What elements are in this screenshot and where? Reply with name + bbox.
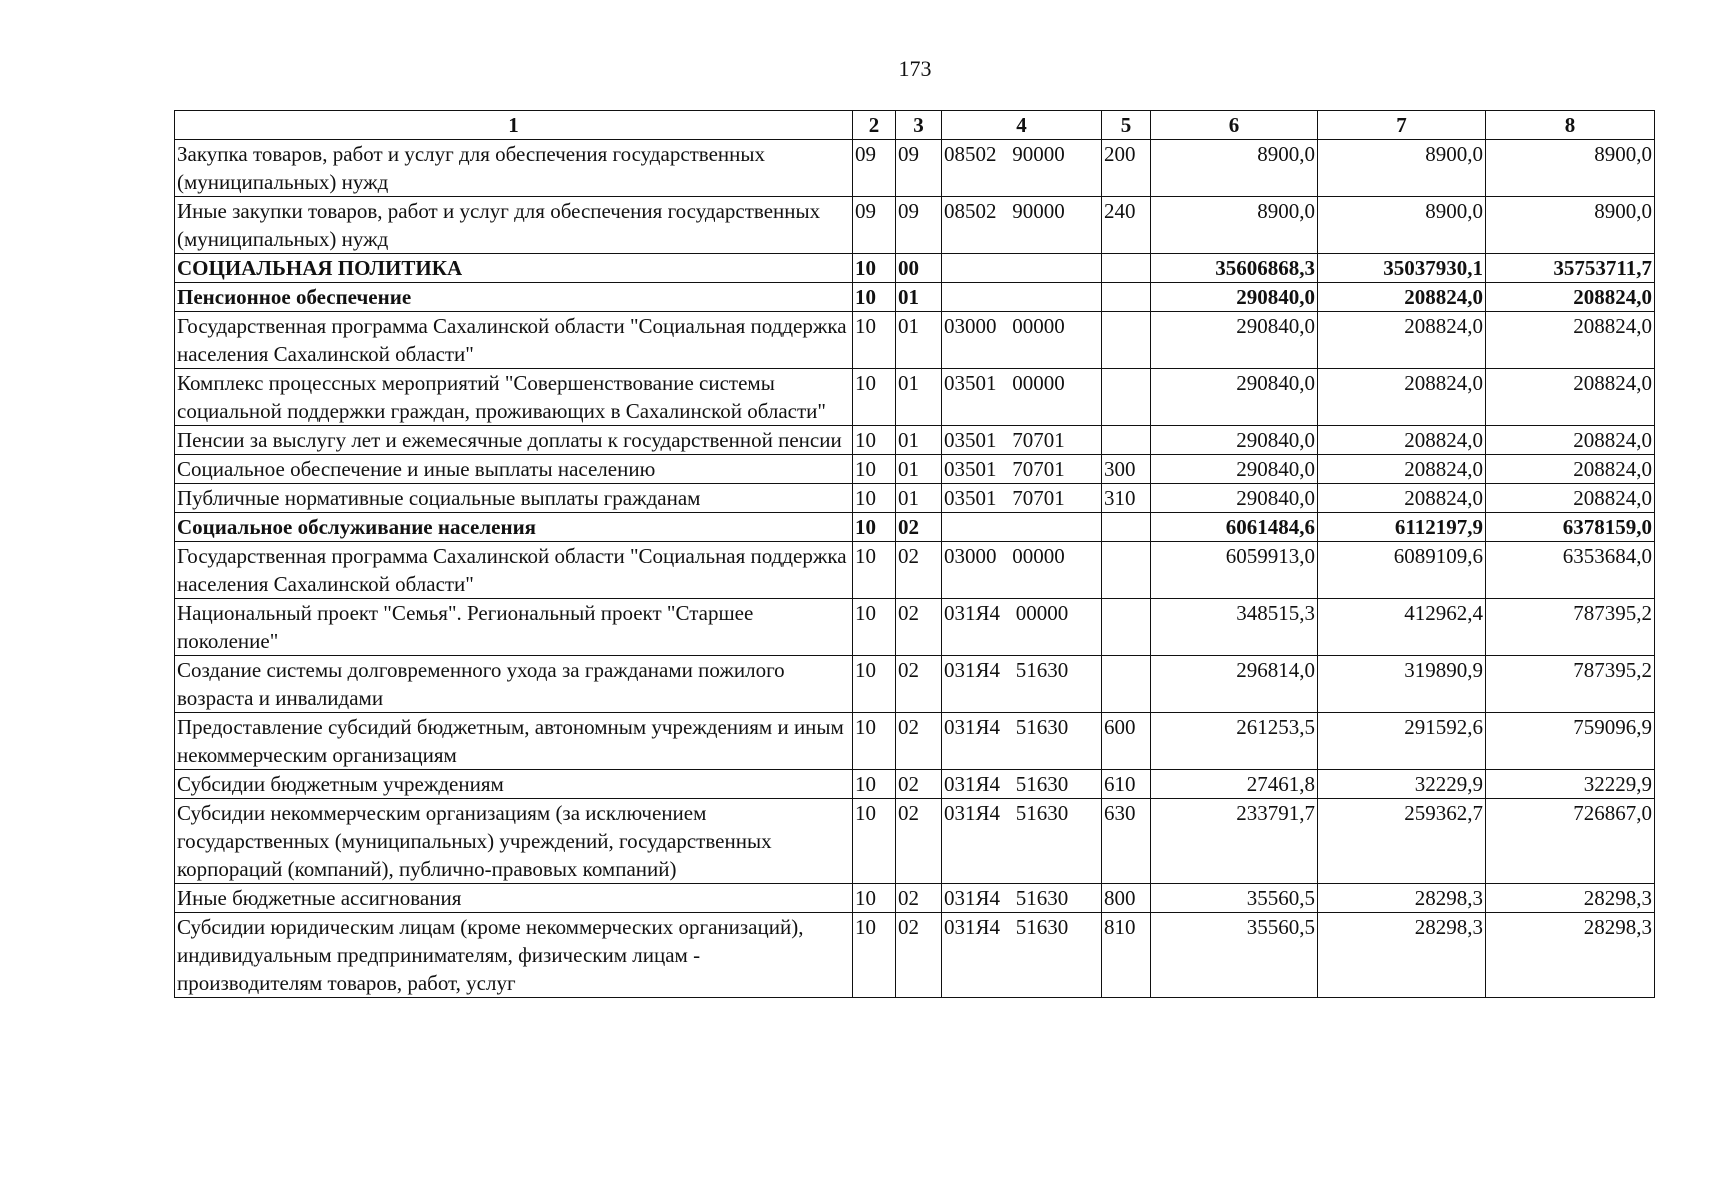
amount-col8: 208824,0 — [1486, 369, 1655, 426]
amount-col6: 290840,0 — [1151, 426, 1318, 455]
amount-col8: 32229,9 — [1486, 770, 1655, 799]
table-row — [175, 455, 1655, 484]
amount-col8: 759096,9 — [1486, 713, 1655, 770]
amount-col7: 319890,9 — [1318, 656, 1486, 713]
subsection-code: 02 — [896, 599, 942, 656]
table-row — [175, 513, 1655, 542]
expense-type-code: 200 — [1102, 140, 1151, 197]
table-row — [175, 656, 1655, 713]
target-article-code — [942, 283, 1102, 312]
target-article-code — [942, 254, 1102, 283]
table-row — [175, 312, 1655, 369]
target-article-code: 08502 90000 — [942, 197, 1102, 254]
amount-col7: 35037930,1 — [1318, 254, 1486, 283]
column-header: 3 — [896, 111, 942, 140]
column-header: 4 — [942, 111, 1102, 140]
table-row — [175, 140, 1655, 197]
subsection-code: 01 — [896, 426, 942, 455]
table-row — [175, 426, 1655, 455]
amount-col6: 290840,0 — [1151, 455, 1318, 484]
section-code: 10 — [853, 913, 896, 998]
amount-col6: 233791,7 — [1151, 799, 1318, 884]
target-article-code: 03501 70701 — [942, 426, 1102, 455]
amount-col8: 28298,3 — [1486, 884, 1655, 913]
item-name: Закупка товаров, работ и услуг для обеспечения государственных (муниципальных) нужд — [175, 140, 853, 197]
expense-type-code: 800 — [1102, 884, 1151, 913]
subsection-code: 02 — [896, 770, 942, 799]
section-code: 10 — [853, 656, 896, 713]
budget-table — [174, 110, 1655, 998]
item-name: Государственная программа Сахалинской области "Социальная поддержка населения Сахалинской области" — [175, 542, 853, 599]
expense-type-code — [1102, 426, 1151, 455]
subsection-code: 02 — [896, 542, 942, 599]
amount-col6: 27461,8 — [1151, 770, 1318, 799]
amount-col7: 208824,0 — [1318, 426, 1486, 455]
target-article-code — [942, 513, 1102, 542]
amount-col8: 8900,0 — [1486, 140, 1655, 197]
section-code: 10 — [853, 884, 896, 913]
section-code: 10 — [853, 542, 896, 599]
table-header-row — [175, 111, 1655, 140]
item-name: Государственная программа Сахалинской области "Социальная поддержка населения Сахалинской области" — [175, 312, 853, 369]
amount-col7: 291592,6 — [1318, 713, 1486, 770]
subsection-code: 02 — [896, 513, 942, 542]
amount-col8: 787395,2 — [1486, 599, 1655, 656]
section-code: 10 — [853, 312, 896, 369]
column-header: 7 — [1318, 111, 1486, 140]
expense-type-code: 300 — [1102, 455, 1151, 484]
item-name: Субсидии бюджетным учреждениям — [175, 770, 853, 799]
table-row — [175, 369, 1655, 426]
expense-type-code: 630 — [1102, 799, 1151, 884]
target-article-code: 03501 00000 — [942, 369, 1102, 426]
section-code: 10 — [853, 455, 896, 484]
item-name: Иные бюджетные ассигнования — [175, 884, 853, 913]
target-article-code: 08502 90000 — [942, 140, 1102, 197]
amount-col8: 787395,2 — [1486, 656, 1655, 713]
table-row — [175, 770, 1655, 799]
column-header: 8 — [1486, 111, 1655, 140]
section-code: 10 — [853, 513, 896, 542]
amount-col7: 6089109,6 — [1318, 542, 1486, 599]
amount-col6: 35560,5 — [1151, 884, 1318, 913]
target-article-code: 031Я4 51630 — [942, 913, 1102, 998]
target-article-code: 031Я4 51630 — [942, 656, 1102, 713]
amount-col6: 290840,0 — [1151, 369, 1318, 426]
target-article-code: 03501 70701 — [942, 484, 1102, 513]
section-code: 10 — [853, 484, 896, 513]
table-row — [175, 197, 1655, 254]
expense-type-code: 600 — [1102, 713, 1151, 770]
expense-type-code — [1102, 599, 1151, 656]
table-row — [175, 884, 1655, 913]
expense-type-code — [1102, 254, 1151, 283]
section-code: 10 — [853, 799, 896, 884]
amount-col7: 208824,0 — [1318, 312, 1486, 369]
amount-col6: 348515,3 — [1151, 599, 1318, 656]
target-article-code: 031Я4 51630 — [942, 770, 1102, 799]
subsection-code: 09 — [896, 140, 942, 197]
amount-col6: 8900,0 — [1151, 197, 1318, 254]
amount-col7: 259362,7 — [1318, 799, 1486, 884]
expense-type-code: 810 — [1102, 913, 1151, 998]
table-row — [175, 254, 1655, 283]
amount-col8: 35753711,7 — [1486, 254, 1655, 283]
page-number: 173 — [898, 56, 932, 81]
expense-type-code — [1102, 369, 1151, 426]
subsection-code: 01 — [896, 484, 942, 513]
section-code: 10 — [853, 254, 896, 283]
section-code: 09 — [853, 140, 896, 197]
subsection-code: 02 — [896, 884, 942, 913]
amount-col8: 208824,0 — [1486, 484, 1655, 513]
amount-col6: 8900,0 — [1151, 140, 1318, 197]
column-header: 6 — [1151, 111, 1318, 140]
amount-col8: 6353684,0 — [1486, 542, 1655, 599]
target-article-code: 031Я4 00000 — [942, 599, 1102, 656]
amount-col7: 208824,0 — [1318, 484, 1486, 513]
target-article-code: 03000 00000 — [942, 312, 1102, 369]
subsection-code: 00 — [896, 254, 942, 283]
target-article-code: 03000 00000 — [942, 542, 1102, 599]
amount-col7: 8900,0 — [1318, 197, 1486, 254]
table-row — [175, 542, 1655, 599]
amount-col6: 261253,5 — [1151, 713, 1318, 770]
table-row — [175, 799, 1655, 884]
section-code: 10 — [853, 713, 896, 770]
column-header: 5 — [1102, 111, 1151, 140]
amount-col7: 8900,0 — [1318, 140, 1486, 197]
item-name: Социальное обеспечение и иные выплаты населению — [175, 455, 853, 484]
amount-col8: 8900,0 — [1486, 197, 1655, 254]
amount-col8: 208824,0 — [1486, 426, 1655, 455]
amount-col7: 28298,3 — [1318, 884, 1486, 913]
column-header: 1 — [175, 111, 853, 140]
column-header: 2 — [853, 111, 896, 140]
item-name: Создание системы долговременного ухода за гражданами пожилого возраста и инвалидами — [175, 656, 853, 713]
amount-col7: 208824,0 — [1318, 455, 1486, 484]
section-code: 10 — [853, 599, 896, 656]
section-code: 09 — [853, 197, 896, 254]
item-name: Национальный проект "Семья". Региональный проект "Старшее поколение" — [175, 599, 853, 656]
expense-type-code: 240 — [1102, 197, 1151, 254]
amount-col6: 290840,0 — [1151, 484, 1318, 513]
table-row — [175, 713, 1655, 770]
subsection-code: 09 — [896, 197, 942, 254]
expense-type-code — [1102, 312, 1151, 369]
item-name: Публичные нормативные социальные выплаты гражданам — [175, 484, 853, 513]
section-code: 10 — [853, 426, 896, 455]
subsection-code: 02 — [896, 713, 942, 770]
target-article-code: 031Я4 51630 — [942, 884, 1102, 913]
amount-col7: 32229,9 — [1318, 770, 1486, 799]
table-row — [175, 484, 1655, 513]
amount-col6: 6061484,6 — [1151, 513, 1318, 542]
expense-type-code — [1102, 283, 1151, 312]
amount-col6: 290840,0 — [1151, 312, 1318, 369]
subsection-code: 02 — [896, 913, 942, 998]
amount-col7: 208824,0 — [1318, 369, 1486, 426]
target-article-code: 031Я4 51630 — [942, 713, 1102, 770]
amount-col6: 35606868,3 — [1151, 254, 1318, 283]
subsection-code: 01 — [896, 369, 942, 426]
expense-type-code — [1102, 513, 1151, 542]
expense-type-code — [1102, 542, 1151, 599]
section-code: 10 — [853, 283, 896, 312]
item-name: Пенсии за выслугу лет и ежемесячные доплаты к государственной пенсии — [175, 426, 853, 455]
amount-col6: 296814,0 — [1151, 656, 1318, 713]
table-row — [175, 913, 1655, 998]
expense-type-code — [1102, 656, 1151, 713]
item-name: Комплекс процессных мероприятий "Совершенствование системы социальной поддержки граждан, проживающих в Сахалинской области" — [175, 369, 853, 426]
amount-col8: 726867,0 — [1486, 799, 1655, 884]
amount-col8: 208824,0 — [1486, 312, 1655, 369]
amount-col6: 6059913,0 — [1151, 542, 1318, 599]
amount-col8: 6378159,0 — [1486, 513, 1655, 542]
subsection-code: 01 — [896, 312, 942, 369]
amount-col7: 6112197,9 — [1318, 513, 1486, 542]
amount-col7: 208824,0 — [1318, 283, 1486, 312]
subsection-code: 01 — [896, 455, 942, 484]
amount-col6: 290840,0 — [1151, 283, 1318, 312]
subsection-code: 02 — [896, 799, 942, 884]
amount-col8: 28298,3 — [1486, 913, 1655, 998]
amount-col6: 35560,5 — [1151, 913, 1318, 998]
table-row — [175, 283, 1655, 312]
item-name: Пенсионное обеспечение — [175, 283, 853, 312]
item-name: Социальное обслуживание населения — [175, 513, 853, 542]
expense-type-code: 310 — [1102, 484, 1151, 513]
section-code: 10 — [853, 770, 896, 799]
target-article-code: 03501 70701 — [942, 455, 1102, 484]
amount-col7: 28298,3 — [1318, 913, 1486, 998]
amount-col7: 412962,4 — [1318, 599, 1486, 656]
subsection-code: 01 — [896, 283, 942, 312]
expense-type-code: 610 — [1102, 770, 1151, 799]
item-name: Субсидии некоммерческим организациям (за исключением государственных (муниципальных) учреждений, государственных корпораций (компаний), публично-правовых компаний) — [175, 799, 853, 884]
amount-col8: 208824,0 — [1486, 283, 1655, 312]
item-name: Субсидии юридическим лицам (кроме некоммерческих организаций), индивидуальным предпринимателям, физическим лицам - производителям товаров, работ, услуг — [175, 913, 853, 998]
target-article-code: 031Я4 51630 — [942, 799, 1102, 884]
item-name: Предоставление субсидий бюджетным, автономным учреждениям и иным некоммерческим организациям — [175, 713, 853, 770]
subsection-code: 02 — [896, 656, 942, 713]
section-code: 10 — [853, 369, 896, 426]
amount-col8: 208824,0 — [1486, 455, 1655, 484]
item-name: Иные закупки товаров, работ и услуг для обеспечения государственных (муниципальных) нужд — [175, 197, 853, 254]
item-name: СОЦИАЛЬНАЯ ПОЛИТИКА — [175, 254, 853, 283]
table-row — [175, 599, 1655, 656]
